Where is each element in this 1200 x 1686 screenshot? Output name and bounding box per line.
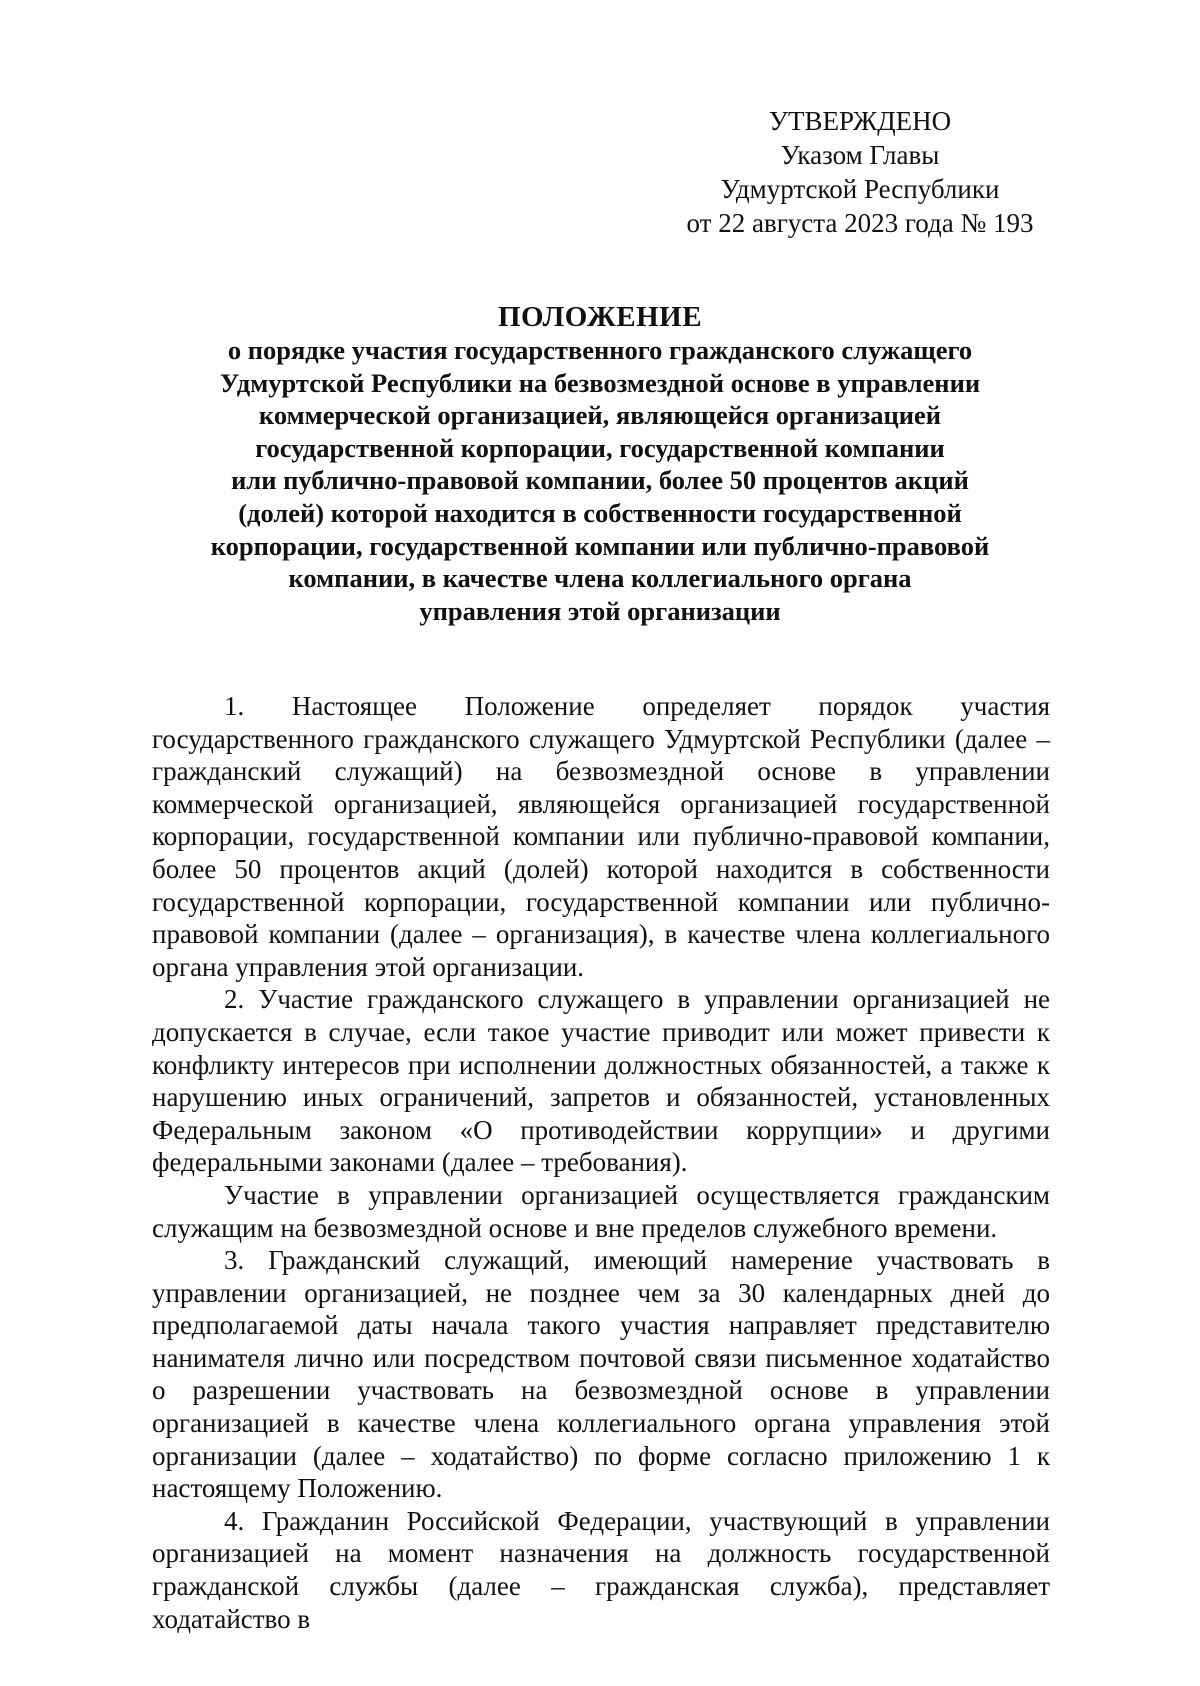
approval-heading: УТВЕРЖДЕНО <box>768 106 952 136</box>
approval-stamp <box>670 104 1050 240</box>
paragraph-1: 1. Настоящее Положение определяет порядок участия государственного гражданского служащего Удмуртской Республики (далее – гражданский служащий) на безвозмездной основе в управлении коммерческой организацией, являющейся организацией государственной корпорации, государственной компании или публично-правовой компании, более 50 процентов акций (долей) которой находится в собственности государственной корпорации, государственной компании или публично-правовой компании (далее – организация), в качестве члена коллегиального органа управления этой организации. <box>152 691 1050 982</box>
subtitle-line: Удмуртской Республики на безвозмездной основе в управлении <box>219 367 981 398</box>
document-header <box>140 300 1060 627</box>
approval-authority: Удмуртской Республики <box>720 174 1000 204</box>
paragraph-3: 3. Гражданский служащий, имеющий намерение участвовать в управлении организацией, не позднее чем за 30 календарных дней до предполагаемой даты начала такого участия направляет представителю нанимателя лично или посредством почтовой связи письменное ходатайство о разрешении участвовать на безвозмездной основе в управлении организацией в качестве члена коллегиального органа управления этой организации (далее – ходатайство) по форме согласно приложению 1 к настоящему Положению. <box>152 1245 1050 1504</box>
subtitle-line: о порядке участия государственного гражданского служащего <box>227 335 973 365</box>
document-body <box>152 690 1050 1635</box>
approval-decree: Указом Главы <box>780 140 940 170</box>
paragraph-2: 2. Участие гражданского служащего в управлении организацией не допускается в случае, если такое участие приводит или может привести к конфликту интересов при исполнении должностных обязанностей, а также к нарушению иных ограничений, запретов и обязанностей, установленных Федеральным законом «О противодействии коррупции» и другими федеральными законами (далее – требования). <box>152 984 1050 1178</box>
subtitle-line: коммерческой организацией, являющейся организацией <box>258 400 942 431</box>
document-subtitle <box>140 334 1060 627</box>
subtitle-line: управления этой организации <box>419 595 781 626</box>
subtitle-line: или публично-правовой компании, более 50 процентов акций <box>231 465 969 496</box>
subtitle-line: корпорации, государственной компании или публично-правовой <box>210 530 990 561</box>
document-title: ПОЛОЖЕНИЕ <box>497 301 703 333</box>
paragraph-4: 4. Гражданин Российской Федерации, участвующий в управлении организацией на момент назначения на должность государственной гражданской службы (далее – гражданская служба), представляет ходатайство в <box>152 1505 1050 1634</box>
subtitle-line: государственной корпорации, государственной компании <box>255 432 945 463</box>
approval-date-number: от 22 августа 2023 года № 193 <box>686 208 1034 238</box>
subtitle-line: компании, в качестве члена коллегиального органа <box>288 563 912 594</box>
paragraph-2-continued: Участие в управлении организацией осуществляется гражданским служащим на безвозмездной основе и вне пределов служебного времени. <box>152 1179 1050 1243</box>
subtitle-line: (долей) которой находится в собственности государственной <box>238 497 962 528</box>
